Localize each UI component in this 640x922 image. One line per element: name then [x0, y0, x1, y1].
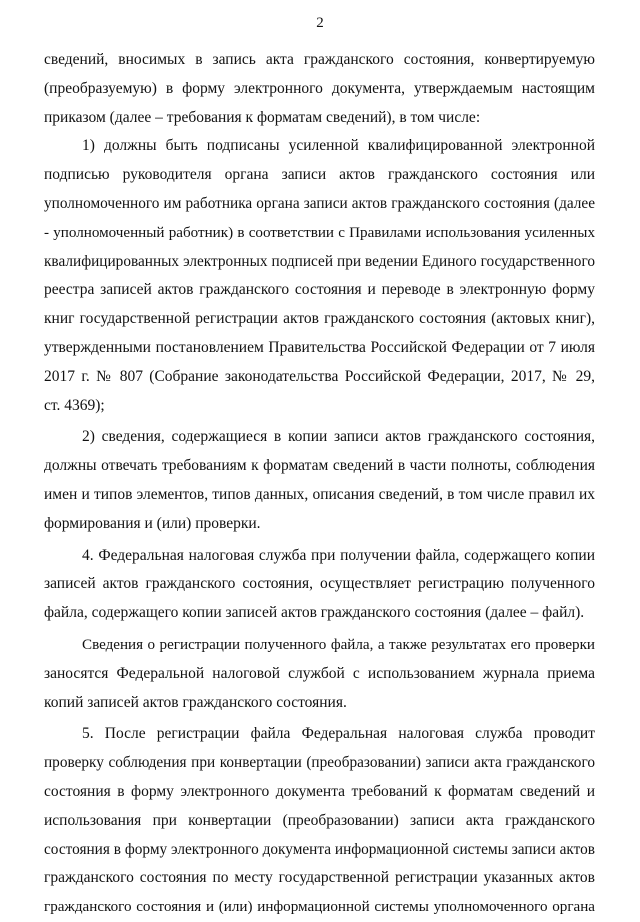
text-line: 5. После регистрации файла Федеральная налоговая служба проводит: [82, 725, 595, 743]
text-line: гражданского состояния и (или) информационной системы уполномоченного органа: [44, 899, 595, 916]
text-line: файла, содержащего копии записей актов гражданского состояния (далее – файл).: [44, 604, 585, 622]
text-line: записей актов гражданского состояния, осуществляет регистрацию полученного: [44, 575, 595, 593]
text-line: 1) должны быть подписаны усиленной квалифицированной электронной: [82, 137, 595, 155]
text-line: утвержденными постановлением Правительства Российской Федерации от 7 июля: [44, 338, 595, 356]
text-line: приказом (далее – требования к форматам сведений), в том числе:: [44, 108, 481, 126]
text-line: 4. Федеральная налоговая служба при получении файла, содержащего копии: [82, 546, 595, 564]
text-line: проверку соблюдения при конвертации (преобразовании) записи акта гражданского: [44, 754, 595, 772]
text-line: ст. 4369);: [44, 396, 105, 414]
text-line: гражданского состояния по месту государственной регистрации указанных актов: [44, 869, 595, 887]
text-line: формирования и (или) проверки.: [44, 514, 261, 532]
document-body: [44, 46, 595, 922]
text-line: состояния в форму электронного документа требований к форматам сведений и: [44, 782, 595, 800]
text-line: имен и типов элементов, типов данных, описания сведений, в том числе правил их: [44, 485, 595, 503]
text-line: 2) сведения, содержащиеся в копии записи актов гражданского состояния,: [82, 428, 595, 446]
text-line: книг государственной регистрации актов гражданского состояния (актовых книг),: [44, 310, 595, 328]
text-line: Сведения о регистрации полученного файла, а также результатах его проверки: [82, 636, 595, 653]
text-line: состояния в форму электронного документа информационной системы записи актов: [44, 840, 595, 858]
text-line: - уполномоченный работник) в соответствии с Правилами использования усиленных: [44, 224, 595, 241]
text-line: использования при конвертации (преобразовании) записи акта гражданского: [44, 811, 595, 829]
text-line: уполномоченного им работника органа записи актов гражданского состояния (далее: [44, 194, 595, 212]
text-line: подписью руководителя органа записи актов гражданского состояния или: [44, 166, 595, 184]
text-line: заносятся Федеральной налоговой службой с использованием журнала приема: [44, 664, 595, 682]
text-line: квалифицированных электронных подписей при ведении Единого государственного: [44, 252, 595, 270]
text-line: 2017 г. № 807 (Собрание законодательства Российской Федерации, 2017, № 29,: [44, 367, 595, 385]
text-line: сведений, вносимых в запись акта гражданского состояния, конвертируемую: [44, 51, 595, 68]
text-line: должны отвечать требованиям к форматам сведений в части полноты, соблюдения: [44, 457, 595, 475]
text-line: (преобразуемую) в форму электронного документа, утверждаемым настоящим: [44, 79, 595, 97]
page-number: 2: [316, 15, 324, 31]
text-line: копий записей актов гражданского состояния.: [44, 693, 347, 711]
text-line: реестра записей актов гражданского состояния и переводе в электронную форму: [44, 281, 595, 299]
